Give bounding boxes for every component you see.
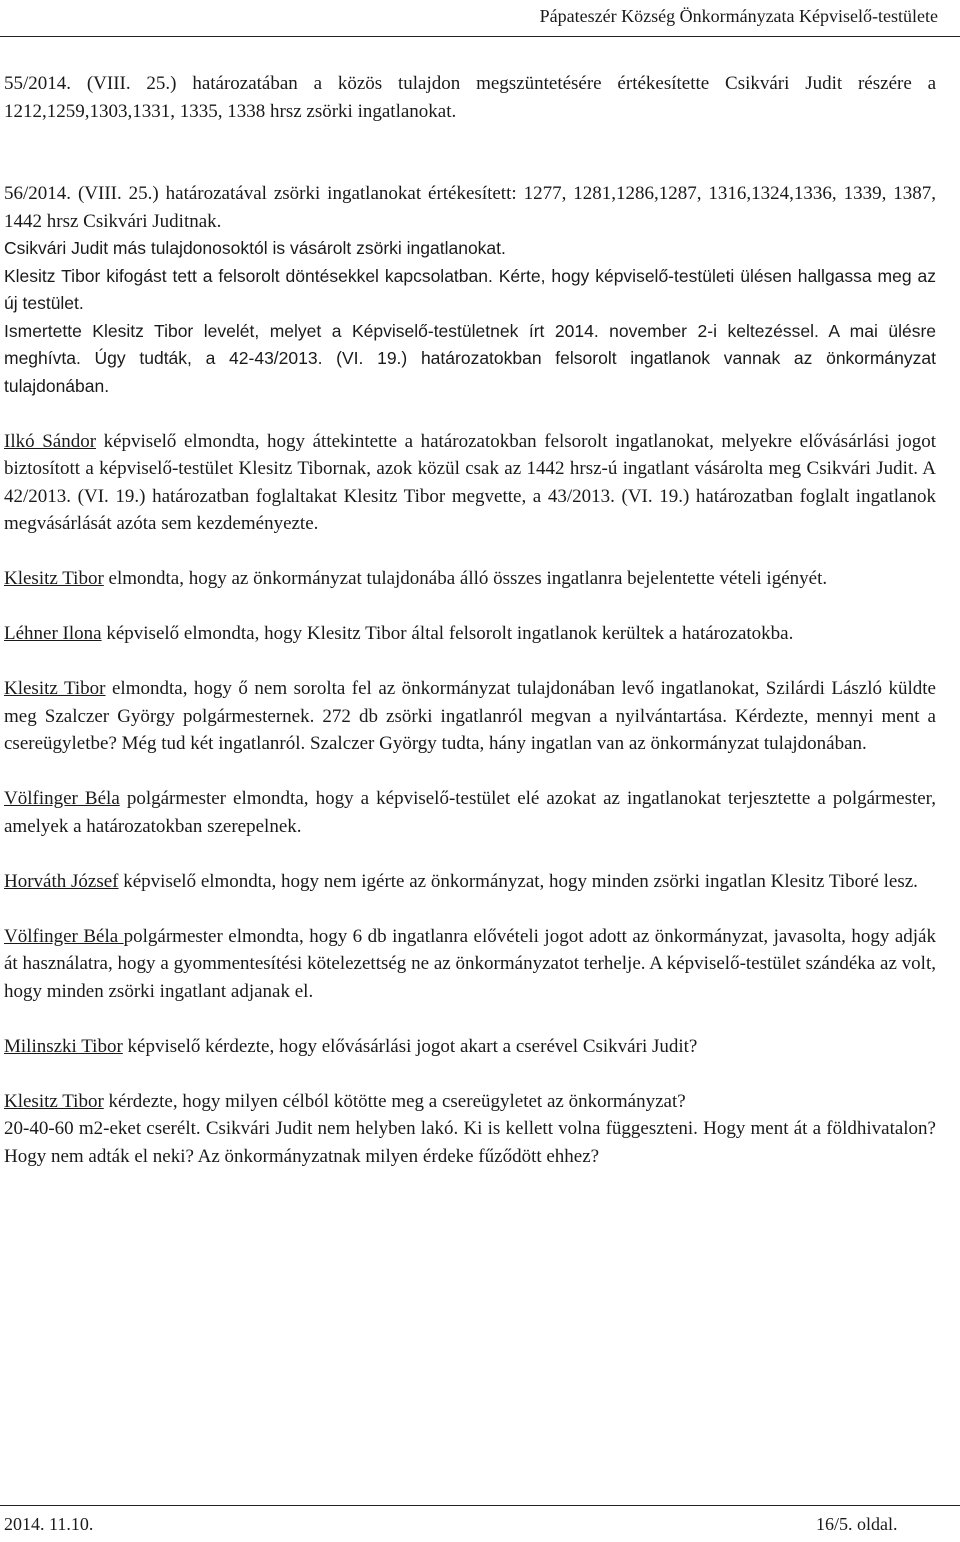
paragraph-5: Ismertette Klesitz Tibor levelét, melyet a Képviselő-testületnek írt 2014. november 2-i keltezéssel. A mai ülésre meghívta. Úgy tudták, a 42-43/2013. (VI. 19.) határozatokban felsorolt ingatlanok vannak az önkormányzat tulajdonában. — [4, 320, 936, 396]
paragraph-14 — [4, 1088, 936, 1116]
page-footer — [0, 1505, 960, 1542]
footer-date: 2014. 11.10. — [4, 1514, 94, 1534]
paragraph-1: 55/2014. (VIII. 25.) határozatában a közös tulajdon megszüntetésére értékesítette Csikvári Judit részére a 1212,1259,1303,1331, 1335, 1338 hrsz zsörki ingatlanokat. — [4, 73, 936, 122]
paragraph-text: képviselő elmondta, hogy nem igérte az önkormányzat, hogy minden zsörki ingatlan Klesitz Tiboré lesz. — [118, 870, 918, 892]
speaker-name: Horváth József — [4, 870, 119, 892]
paragraph-12 — [4, 923, 936, 1006]
paragraph-text: elmondta, hogy ő nem sorolta fel az önkormányzat tulajdonában levő ingatlanokat, Szilárdi László küldte meg Szalczer György polgármesternek. 272 db zsörki ingatlanról megvan a nyilvántartása. Kérdezte, mennyi ment a csereügyletbe? Még tud két ingatlanról. Szalczer György tudta, hány ingatlan van az önkormányzat tulajdonában. — [4, 678, 936, 754]
paragraph-text: képviselő kérdezte, hogy elővásárlási jogot akart a cserével Csikvári Judit? — [122, 1035, 698, 1057]
paragraph-13 — [4, 1033, 936, 1061]
paragraph-15: 20-40-60 m2-eket cserélt. Csikvári Judit nem helyben lakó. Ki is kellett volna függeszteni. Hogy ment át a földhivatalon? Hogy nem adták el neki? Az önkormányzatnak milyen érdeke fűződött ehhez? — [4, 1118, 936, 1167]
footer-page-number: 16/5. oldal. — [816, 1514, 898, 1534]
paragraph-text: képviselő elmondta, hogy Klesitz Tibor által felsorolt ingatlanok kerültek a határozatokba. — [101, 623, 794, 644]
paragraph-text: képviselő elmondta, hogy áttekintette a határozatokban felsorolt ingatlanokat, melyekre elővásárlási jogot biztosított a képviselő-testület Klesitz Tibornak, azok közül csak az 1442 hrsz-ú ingatlant vásárolta meg Csikvári Judit. A 42/2013. (VI. 19.) határozatban foglaltakat Klesitz Tibor megvette, a 43/2013. (VI. 19.) határozatban foglalt ingatlanok megvásárlását azóta sem kezdeményezte. — [4, 430, 936, 534]
paragraph-3: Csikvári Judit más tulajdonosoktól is vásárolt zsörki ingatlanokat. — [4, 238, 506, 258]
page-header — [0, 0, 960, 37]
paragraph-2: 56/2014. (VIII. 25.) határozatával zsörki ingatlanokat értékesített: 1277, 1281,1286,1287, 1316,1324,1336, 1339, 1387, 1442 hrsz Csikvári Juditnak. — [4, 183, 936, 232]
speaker-name: Léhner Ilona — [4, 623, 102, 644]
speaker-name: Klesitz Tibor — [4, 568, 104, 589]
paragraph-text: elmondta, hogy az önkormányzat tulajdonába álló összes ingatlanra bejelentette vételi igényét. — [103, 568, 828, 589]
speaker-name: Milinszki Tibor — [4, 1035, 123, 1057]
paragraph-8 — [4, 620, 936, 648]
speaker-name: Völfinger Béla — [4, 925, 124, 947]
paragraph-4: Klesitz Tibor kifogást tett a felsorolt döntésekkel kapcsolatban. Kérte, hogy képviselő-testületi ülésen hallgassa meg az új testület. — [4, 265, 936, 313]
document-body — [4, 70, 936, 1170]
paragraph-6 — [4, 428, 936, 538]
paragraph-9 — [4, 675, 936, 758]
paragraph-text: polgármester elmondta, hogy 6 db ingatlanra elővételi jogot adott az önkormányzat, javasolta, hogy adják át használatra, hogy a gyommentesítési kötelezettség ne az önkormányzatot terhelje. A képviselő-testület szándéka az volt, hogy minden zsörki ingatlant adjanak el. — [4, 925, 936, 1002]
speaker-name: Völfinger Béla — [4, 788, 120, 809]
paragraph-11 — [4, 868, 936, 896]
speaker-name: Klesitz Tibor — [4, 1090, 104, 1112]
paragraph-text: polgármester elmondta, hogy a képviselő-testület elé azokat az ingatlanokat terjesztette a polgármester, amelyek a határozatokban szerepelnek. — [4, 788, 936, 837]
speaker-name: Klesitz Tibor — [4, 678, 106, 699]
speaker-name: Ilkó Sándor — [4, 430, 97, 452]
paragraph-10 — [4, 785, 936, 840]
paragraph-7 — [4, 565, 936, 593]
paragraph-text: kérdezte, hogy milyen célból kötötte meg a csereügyletet az önkormányzat? — [103, 1090, 686, 1112]
header-title: Pápateszér Község Önkormányzata Képviselő-testülete — [539, 6, 938, 26]
